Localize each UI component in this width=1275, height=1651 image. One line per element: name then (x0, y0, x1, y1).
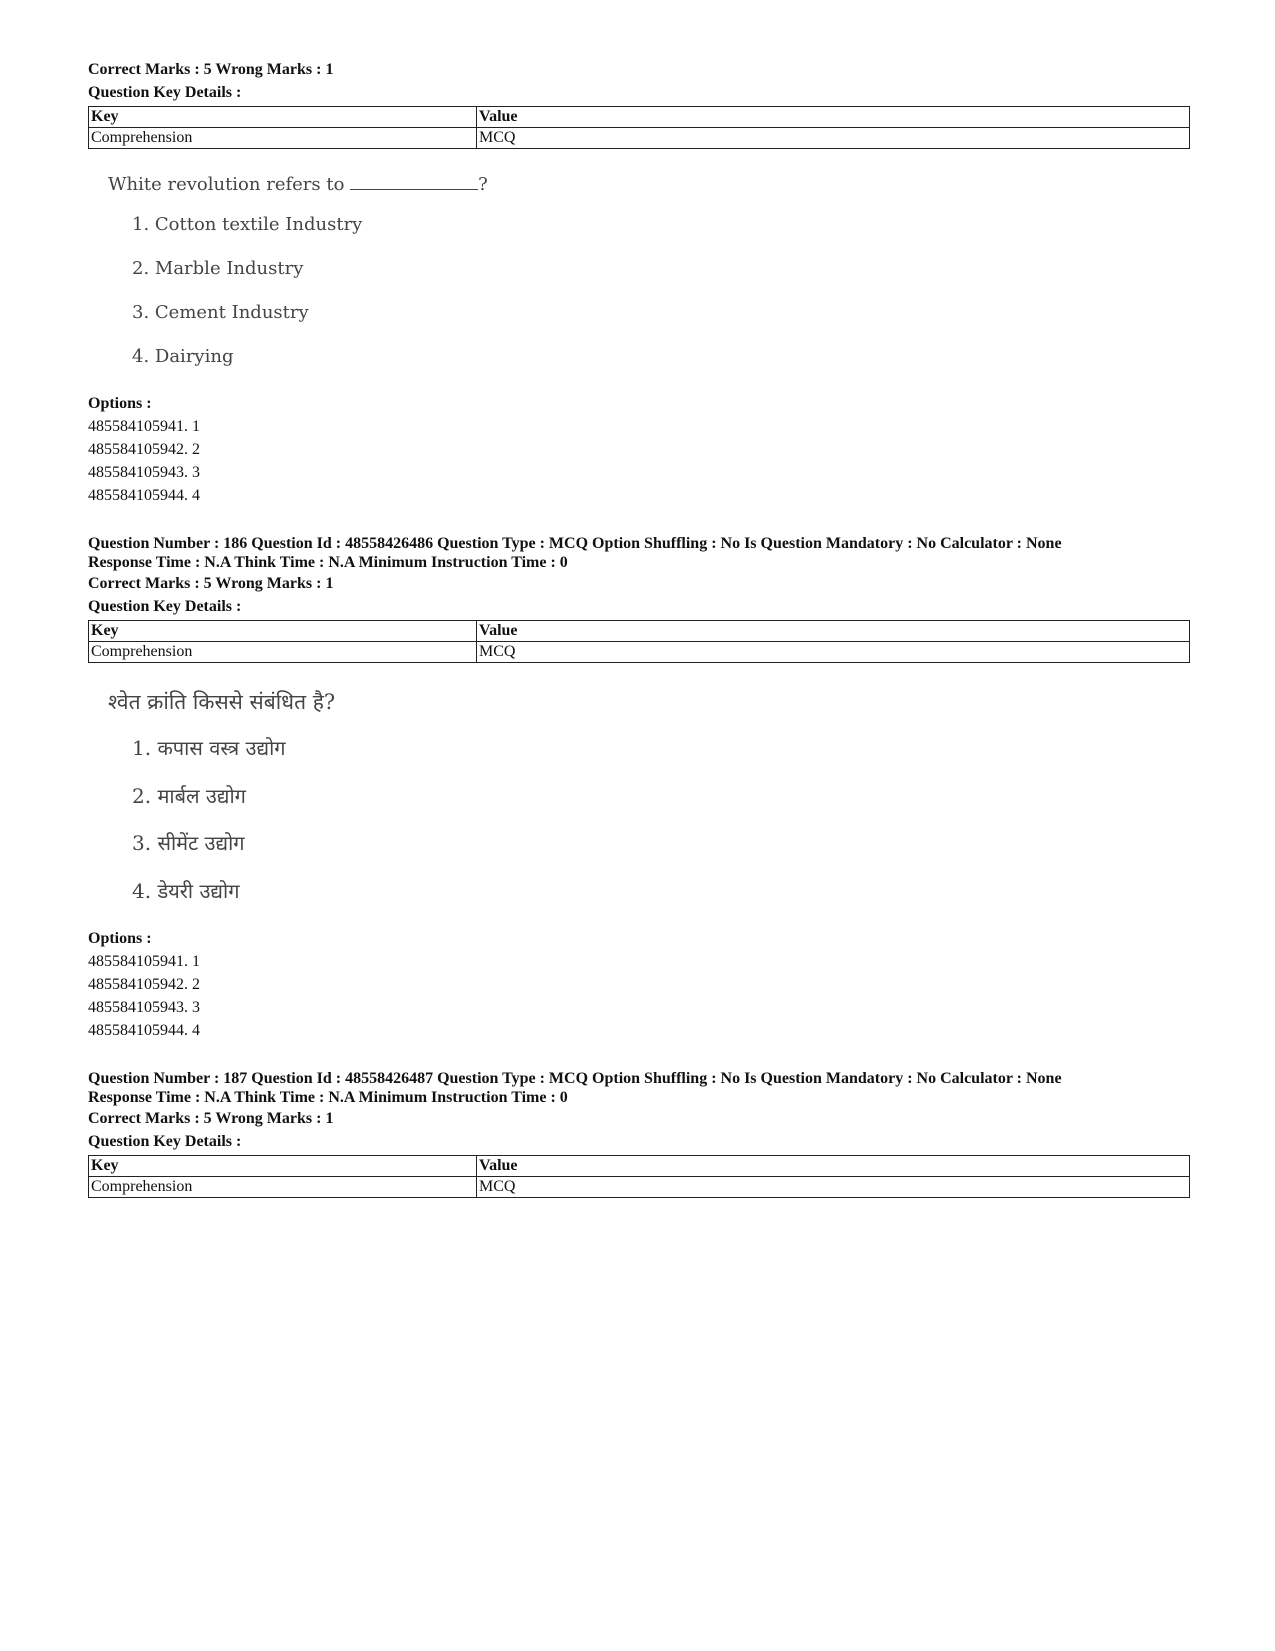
marks-line: Correct Marks : 5 Wrong Marks : 1 (88, 61, 334, 78)
question-meta-line-1: Question Number : 186 Question Id : 48558426486 Question Type : MCQ Option Shuffling : No Is Question Mandatory : No Calculator : None (88, 535, 1062, 552)
key-details-label: Question Key Details : (88, 1133, 242, 1150)
key-details-table (88, 620, 1190, 663)
question-text-after: ? (478, 174, 488, 195)
table-cell-value: MCQ (477, 642, 1190, 663)
options-label: Options : (88, 395, 152, 412)
option-id-line: 485584105941. 1 (88, 418, 200, 435)
marks-line: Correct Marks : 5 Wrong Marks : 1 (88, 1110, 334, 1127)
question-choice: 3. सीमेंट उद्योग (132, 831, 245, 855)
question-meta-line-1: Question Number : 187 Question Id : 48558426487 Question Type : MCQ Option Shuffling : No Is Question Mandatory : No Calculator : None (88, 1070, 1062, 1087)
question-image-hindi (88, 687, 1190, 915)
question-meta (88, 534, 1190, 572)
question-choice: 4. डेयरी उद्योग (132, 878, 240, 903)
key-details-label: Question Key Details : (88, 598, 242, 615)
table-cell-value: MCQ (477, 128, 1190, 149)
key-details-table (88, 106, 1190, 149)
table-cell-key: Comprehension (89, 1177, 477, 1198)
table-row (89, 642, 1190, 663)
table-header-row (89, 1156, 1190, 1177)
table-header-key: Key (89, 107, 477, 128)
option-id-line: 485584105944. 4 (88, 1022, 200, 1039)
question-choice: 1. कपास वस्त्र उद्योग (132, 736, 286, 760)
option-id-line: 485584105941. 1 (88, 953, 200, 970)
question-choice: 3. Cement Industry (132, 302, 309, 323)
option-id-line: 485584105944. 4 (88, 487, 200, 504)
question-text: श्वेत क्रांति किससे संबंधित है? (108, 690, 336, 714)
table-header-value: Value (477, 621, 1190, 642)
marks-line: Correct Marks : 5 Wrong Marks : 1 (88, 575, 334, 592)
option-id-line: 485584105942. 2 (88, 441, 200, 458)
table-cell-key: Comprehension (89, 642, 477, 663)
table-header-row (89, 107, 1190, 128)
table-row (89, 1177, 1190, 1198)
question-block-187 (88, 1069, 1190, 1198)
question-block-185 (88, 58, 1190, 507)
fill-blank (350, 171, 478, 190)
key-details-label: Question Key Details : (88, 84, 242, 101)
table-row (89, 128, 1190, 149)
table-header-row (89, 621, 1190, 642)
table-header-key: Key (89, 621, 477, 642)
question-choice: 2. Marble Industry (132, 258, 304, 279)
question-meta-line-2: Response Time : N.A Think Time : N.A Minimum Instruction Time : 0 (88, 554, 568, 571)
option-id-line: 485584105943. 3 (88, 999, 200, 1016)
table-header-value: Value (477, 1156, 1190, 1177)
table-header-key: Key (89, 1156, 477, 1177)
question-meta-line-2: Response Time : N.A Think Time : N.A Minimum Instruction Time : 0 (88, 1089, 568, 1106)
table-cell-value: MCQ (477, 1177, 1190, 1198)
option-id-line: 485584105942. 2 (88, 976, 200, 993)
question-block-186 (88, 534, 1190, 1042)
key-details-table (88, 1155, 1190, 1198)
question-text (108, 171, 1190, 195)
question-text-before: White revolution refers to (108, 174, 345, 195)
question-meta (88, 1069, 1190, 1107)
option-id-line: 485584105943. 3 (88, 464, 200, 481)
options-label: Options : (88, 930, 152, 947)
table-header-value: Value (477, 107, 1190, 128)
question-image-english (88, 171, 1190, 379)
question-choice: 4. Dairying (132, 346, 234, 367)
table-cell-key: Comprehension (89, 128, 477, 149)
question-choice: 1. Cotton textile Industry (132, 214, 363, 235)
document-page (88, 58, 1190, 1198)
question-choice: 2. मार्बल उद्योग (132, 783, 246, 808)
